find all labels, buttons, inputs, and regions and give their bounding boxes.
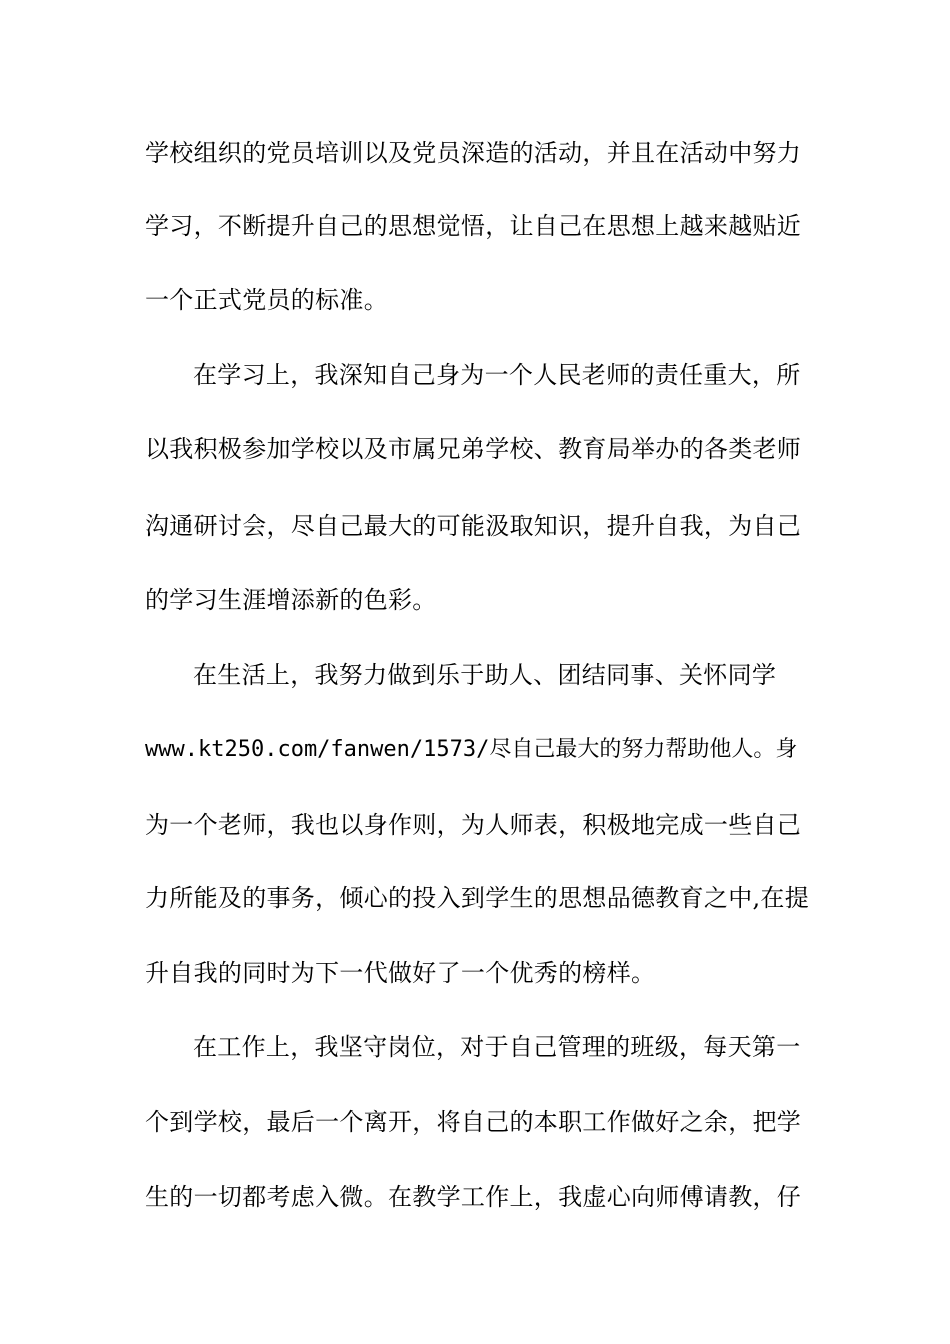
text-line-4: 在学习上，我深知自己身为一个人民老师的责任重大，所 [193,361,801,389]
text-line-7: 的学习生涯增添新的色彩。 [145,586,437,614]
text-line-11: 力所能及的事务，倾心的投入到学生的思想品德教育之中,在提 [145,884,810,912]
text-line-12: 升自我的同时为下一代做好了一个优秀的榜样。 [145,959,656,987]
text-line-10: 为一个老师，我也以身作则，为人师表，积极地完成一些自己 [145,811,802,839]
text-line-1: 学校组织的党员培训以及党员深造的活动，并且在活动中努力 [145,139,802,167]
text-line-5: 以我积极参加学校以及市属兄弟学校、教育局举办的各类老师 [145,435,802,463]
text-line-13: 在工作上，我坚守岗位，对于自己管理的班级，每天第一 [193,1033,801,1061]
text-line-14: 个到学校，最后一个离开，将自己的本职工作做好之余，把学 [145,1108,802,1136]
text-line-3: 一个正式党员的标准。 [145,286,388,314]
text-line-2: 学习，不断提升自己的思想觉悟，让自己在思想上越来越贴近 [145,212,802,240]
text-line-15: 生的一切都考虑入微。在教学工作上，我虚心向师傅请教，仔 [145,1183,802,1211]
text-line-8: 在生活上，我努力做到乐于助人、团结同事、关怀同学 [193,661,777,689]
text-line-6: 沟通研讨会，尽自己最大的可能汲取知识，提升自我，为自己 [145,512,802,540]
text-line-9: www.kt250.com/fanwen/1573/尽自己最大的努力帮助他人。身 [145,737,798,762]
